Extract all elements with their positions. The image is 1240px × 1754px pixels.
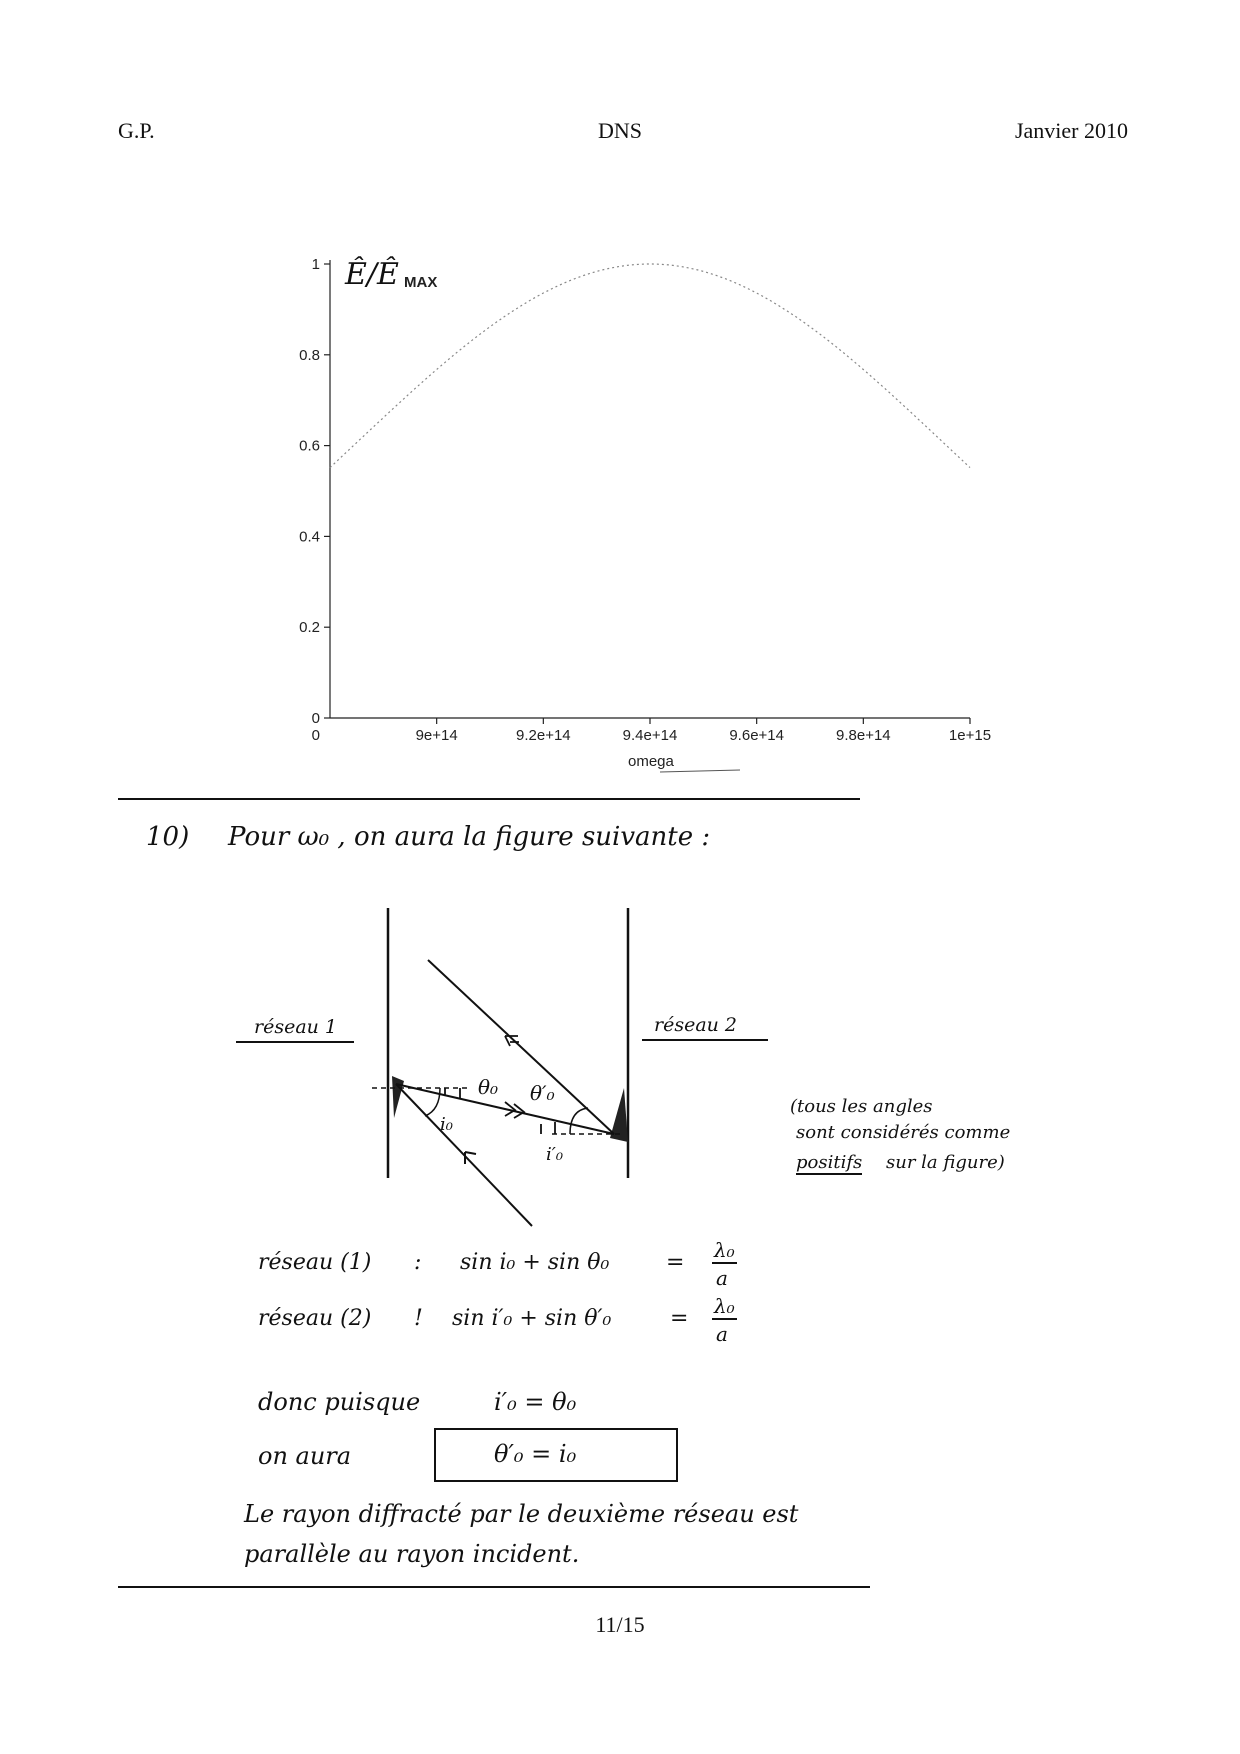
eq2-numerator: λ₀ [714, 1294, 735, 1318]
note-line1: (tous les angles [790, 1096, 933, 1117]
conclusion-line1: Le rayon diffracté par le deuxième réseau est [244, 1500, 799, 1528]
eq1-numerator: λ₀ [714, 1238, 735, 1262]
eq2-formula: sin i′₀ + sin θ′₀ [452, 1306, 612, 1331]
section-divider-top [118, 798, 860, 800]
section-divider-bottom [118, 1586, 870, 1588]
x-tick-label: 9.8e+14 [836, 727, 891, 744]
header-date: Janvier 2010 [1014, 118, 1128, 143]
chart-ylabel: Ê/Ê [345, 257, 399, 292]
x-origin-label: 0 [311, 727, 320, 744]
eq1-label: réseau (1) [258, 1250, 372, 1275]
section-number: 10) [146, 822, 190, 852]
eq1-formula: sin i₀ + sin θ₀ [460, 1250, 610, 1275]
x-tick-label: 1e+15 [948, 727, 992, 744]
section-intro: Pour ω₀ , on aura la figure suivante : [228, 822, 711, 852]
eq2-denominator: a [716, 1322, 728, 1346]
note-line3: sur la figure) [886, 1152, 1005, 1173]
eq1-equals: = [666, 1250, 685, 1275]
angle-i0-label: i₀ [440, 1114, 453, 1135]
chart-xlabel-underline [660, 770, 740, 772]
grating1-label: réseau 1 [254, 1016, 338, 1038]
eq1-sep: : [414, 1250, 422, 1275]
x-tick-label: 9.6e+14 [729, 727, 784, 744]
angle-i0p-label: i′₀ [546, 1144, 564, 1165]
y-tick-label: 0.6 [299, 437, 320, 455]
eq1-denominator: a [716, 1266, 728, 1290]
since-label: donc puisque [258, 1388, 421, 1416]
x-tick-label: 9.2e+14 [516, 727, 571, 744]
y-tick-label: 0.8 [299, 346, 320, 364]
conclusion-line2: parallèle au rayon incident. [244, 1540, 580, 1568]
chart-xlabel: omega [628, 753, 674, 770]
eq2-equals: = [670, 1306, 689, 1331]
grating2-label: réseau 2 [654, 1014, 738, 1036]
eq2-sep: ! [414, 1306, 423, 1331]
page-number: 11/15 [595, 1612, 645, 1637]
amplitude-chart [299, 256, 991, 772]
header-author: G.P. [118, 118, 155, 143]
y-tick-label: 0.4 [299, 528, 320, 546]
angle-theta0p-label: θ′₀ [530, 1081, 555, 1105]
y-tick-label: 1 [311, 256, 320, 273]
y-tick-label: 0.2 [299, 619, 320, 637]
grating1-prism [392, 1076, 404, 1118]
x-tick-label: 9e+14 [415, 727, 458, 744]
optics-diagram [236, 908, 768, 1226]
header-title: DNS [597, 118, 642, 143]
x-tick-label: 9.4e+14 [622, 727, 678, 744]
note-underlined: positifs [796, 1152, 863, 1173]
chart-ylabel-sub: MAX [404, 274, 438, 291]
angle-theta0-label: θ₀ [478, 1075, 499, 1099]
result-label: on aura [258, 1442, 352, 1470]
amplitude-curve [330, 264, 970, 468]
angle-theta0p-arc [570, 1108, 588, 1134]
result-formula: θ′₀ = i₀ [494, 1440, 577, 1468]
eq2-label: réseau (2) [258, 1306, 372, 1331]
since-formula: i′₀ = θ₀ [494, 1388, 577, 1416]
y-tick-label: 0 [311, 710, 320, 727]
note-line2: sont considérés comme [796, 1122, 1011, 1143]
